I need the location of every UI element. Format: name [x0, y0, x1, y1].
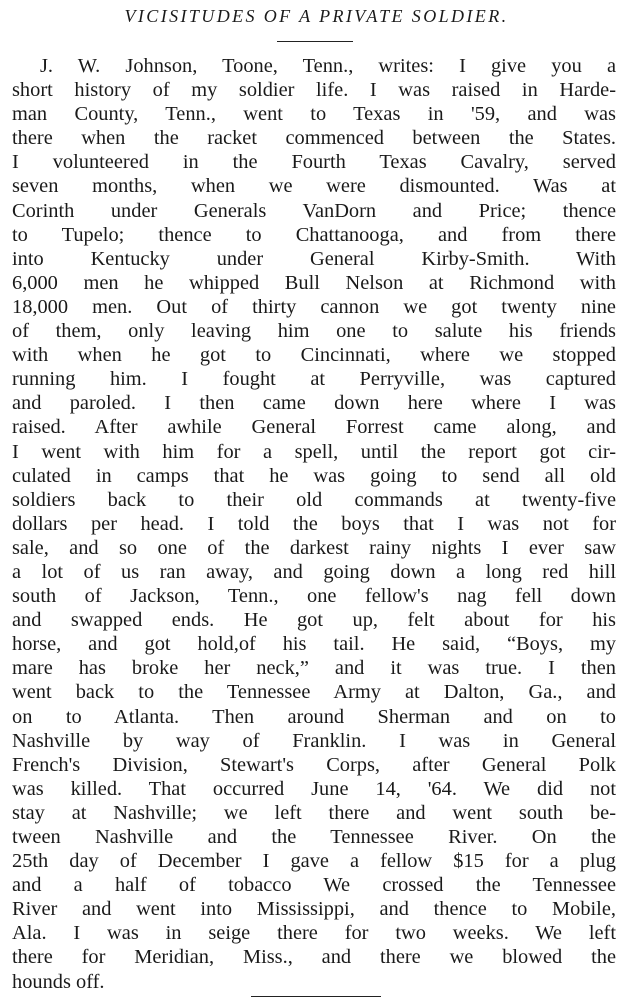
text-line: there when the racket commenced between the States. [12, 127, 616, 150]
text-line: French's Division, Stewart's Corps, after General Polk [12, 753, 616, 776]
text-line: 25th day of December I gave a fellow $15 for a plug [12, 850, 616, 873]
title-divider [277, 41, 353, 42]
text-line: mare has broke her neck,” and it was true. I then [12, 657, 616, 680]
text-line: River and went into Mississippi, and thence to Mobile, [12, 898, 616, 921]
text-line: south of Jackson, Tenn., one fellow's nag fell down [12, 585, 616, 608]
end-divider [251, 996, 381, 997]
article-body [12, 54, 616, 994]
text-line: short history of my soldier life. I was raised in Harde- [12, 79, 616, 102]
text-line: and a half of tobacco We crossed the Tennessee [12, 874, 616, 897]
text-line: went back to the Tennessee Army at Dalton, Ga., and [12, 681, 616, 704]
text-line: Ala. I was in seige there for two weeks. We left [12, 922, 616, 945]
text-line: 6,000 men he whipped Bull Nelson at Richmond with [12, 271, 616, 294]
text-line: and paroled. I then came down here where I was [12, 392, 616, 415]
text-line: Nashville by way of Franklin. I was in General [12, 729, 616, 752]
text-line: on to Atlanta. Then around Sherman and on to [12, 705, 616, 728]
text-line: tween Nashville and the Tennessee River. On the [12, 826, 616, 848]
text-line: I volunteered in the Fourth Texas Cavalry, served [12, 151, 616, 174]
text-line: stay at Nashville; we left there and went south be- [12, 801, 616, 824]
text-line: soldiers back to their old commands at twenty-five [12, 488, 616, 511]
text-line: J. W. Johnson, Toone, Tenn., writes: I give you a [40, 55, 616, 77]
text-line: was killed. That occurred June 14, '64. We did not [12, 777, 616, 800]
text-line: there for Meridian, Miss., and there we blowed the [12, 946, 616, 969]
text-line: running him. I fought at Perryville, was captured [12, 368, 616, 391]
text-line: I went with him for a spell, until the report got cir- [12, 440, 616, 463]
text-line: dollars per head. I told the boys that I was not for [12, 512, 616, 535]
text-line: raised. After awhile General Forrest came along, and [12, 416, 616, 439]
text-line: 18,000 men. Out of thirty cannon we got twenty nine [12, 295, 616, 318]
text-line: seven months, when we were dismounted. Was at [12, 175, 616, 198]
text-line: culated in camps that he was going to send all old [12, 464, 616, 487]
text-line: man County, Tenn., went to Texas in '59, and was [12, 103, 616, 126]
text-line: and swapped ends. He got up, felt about for his [12, 609, 616, 632]
text-line: horse, and got hold,of his tail. He said, “Boys, my [12, 633, 616, 656]
text-line: sale, and so one of the darkest rainy nights I ever saw [12, 536, 616, 559]
article-title: VICISITUDES OF A PRIVATE SOLDIER. [124, 6, 509, 26]
text-line: with when he got to Cincinnati, where we stopped [12, 344, 616, 367]
text-line: Corinth under Generals VanDorn and Price; thence [12, 199, 616, 222]
text-line: a lot of us ran away, and going down a long red hill [12, 560, 616, 583]
text-line: to Tupelo; thence to Chattanooga, and from there [12, 223, 616, 246]
text-line: hounds off. [12, 970, 105, 993]
text-line: of them, only leaving him one to salute his friends [12, 320, 616, 343]
text-line: into Kentucky under General Kirby-Smith. With [12, 247, 616, 270]
